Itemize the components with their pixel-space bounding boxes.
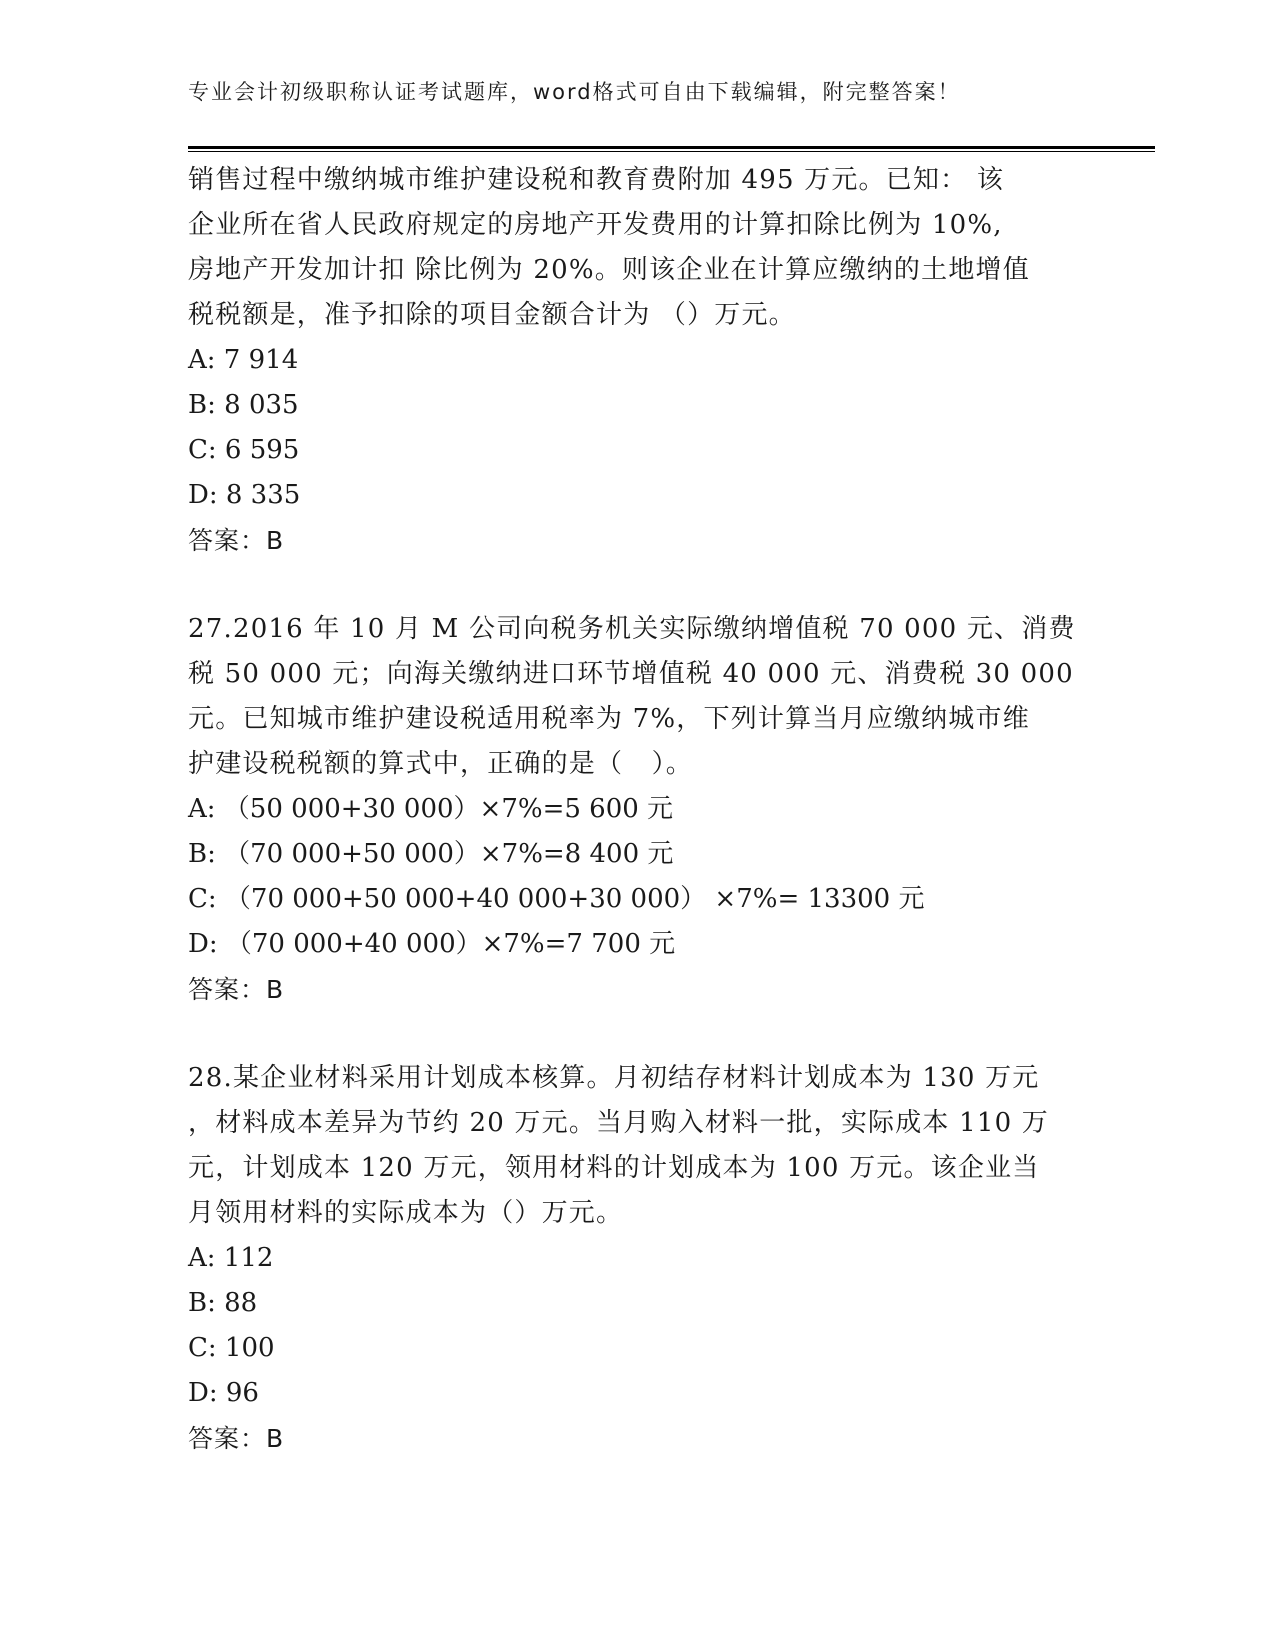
option-c: C: （70 000+50 000+40 000+30 000） ×7%= 13300 元: [188, 884, 925, 914]
question-stem-line: 27.2016 年 10 月 M 公司向税务机关实际缴纳增值税 70 000 元、消费: [188, 614, 1076, 644]
question-stem-line: 28.某企业材料采用计划成本核算。月初结存材料计划成本为 130 万元: [188, 1063, 1040, 1093]
question-stem-line: 税税额是，准予扣除的项目金额合计为 （）万元。: [188, 300, 796, 330]
page-header-text: 专业会计初级职称认证考试题库，word格式可自由下载编辑，附完整答案！: [188, 80, 961, 104]
question-content: [188, 158, 1088, 1461]
option-b: B: 8 035: [188, 390, 299, 420]
header-rule-thick: [188, 146, 1155, 149]
question-stem-line: 元。已知城市维护建设税适用税率为 7%，下列计算当月应缴纳城市维: [188, 704, 1030, 734]
answer-line: 答案：B: [188, 1424, 285, 1453]
question-stem-line: 月领用材料的实际成本为（）万元。: [188, 1198, 624, 1228]
option-b: B: （70 000+50 000）×7%=8 400 元: [188, 839, 674, 869]
option-a: A: 7 914: [188, 345, 299, 375]
question-stem-line: 元，计划成本 120 万元，领用材料的计划成本为 100 万元。该企业当: [188, 1153, 1040, 1183]
question-stem-line: 税 50 000 元；向海关缴纳进口环节增值税 40 000 元、消费税 30 000: [188, 659, 1074, 689]
question-block: [188, 607, 1088, 1012]
question-stem-line: ，材料成本差异为节约 20 万元。当月购入材料一批，实际成本 110 万: [188, 1108, 1049, 1138]
option-a: A: （50 000+30 000）×7%=5 600 元: [188, 794, 674, 824]
spacer: [188, 563, 1088, 607]
answer-line: 答案：B: [188, 526, 285, 555]
question-block: [188, 158, 1088, 563]
option-d: D: 8 335: [188, 480, 301, 510]
option-d: D: （70 000+40 000）×7%=7 700 元: [188, 929, 676, 959]
question-stem-line: 护建设税税额的算式中，正确的是（ ）。: [188, 749, 693, 779]
option-c: C: 100: [188, 1333, 275, 1363]
option-c: C: 6 595: [188, 435, 300, 465]
question-stem-line: 房地产开发加计扣 除比例为 20%。则该企业在计算应缴纳的土地增值: [188, 255, 1030, 285]
option-a: A: 112: [188, 1243, 274, 1273]
question-stem-line: 企业所在省人民政府规定的房地产开发费用的计算扣除比例为 10%,: [188, 210, 1003, 240]
option-d: D: 96: [188, 1378, 259, 1408]
header-rule-thin: [188, 151, 1155, 152]
spacer: [188, 1012, 1088, 1056]
question-block: [188, 1056, 1088, 1461]
question-stem-line: 销售过程中缴纳城市维护建设税和教育费附加 495 万元。已知： 该: [188, 165, 1005, 195]
option-b: B: 88: [188, 1288, 258, 1318]
answer-line: 答案：B: [188, 975, 285, 1004]
